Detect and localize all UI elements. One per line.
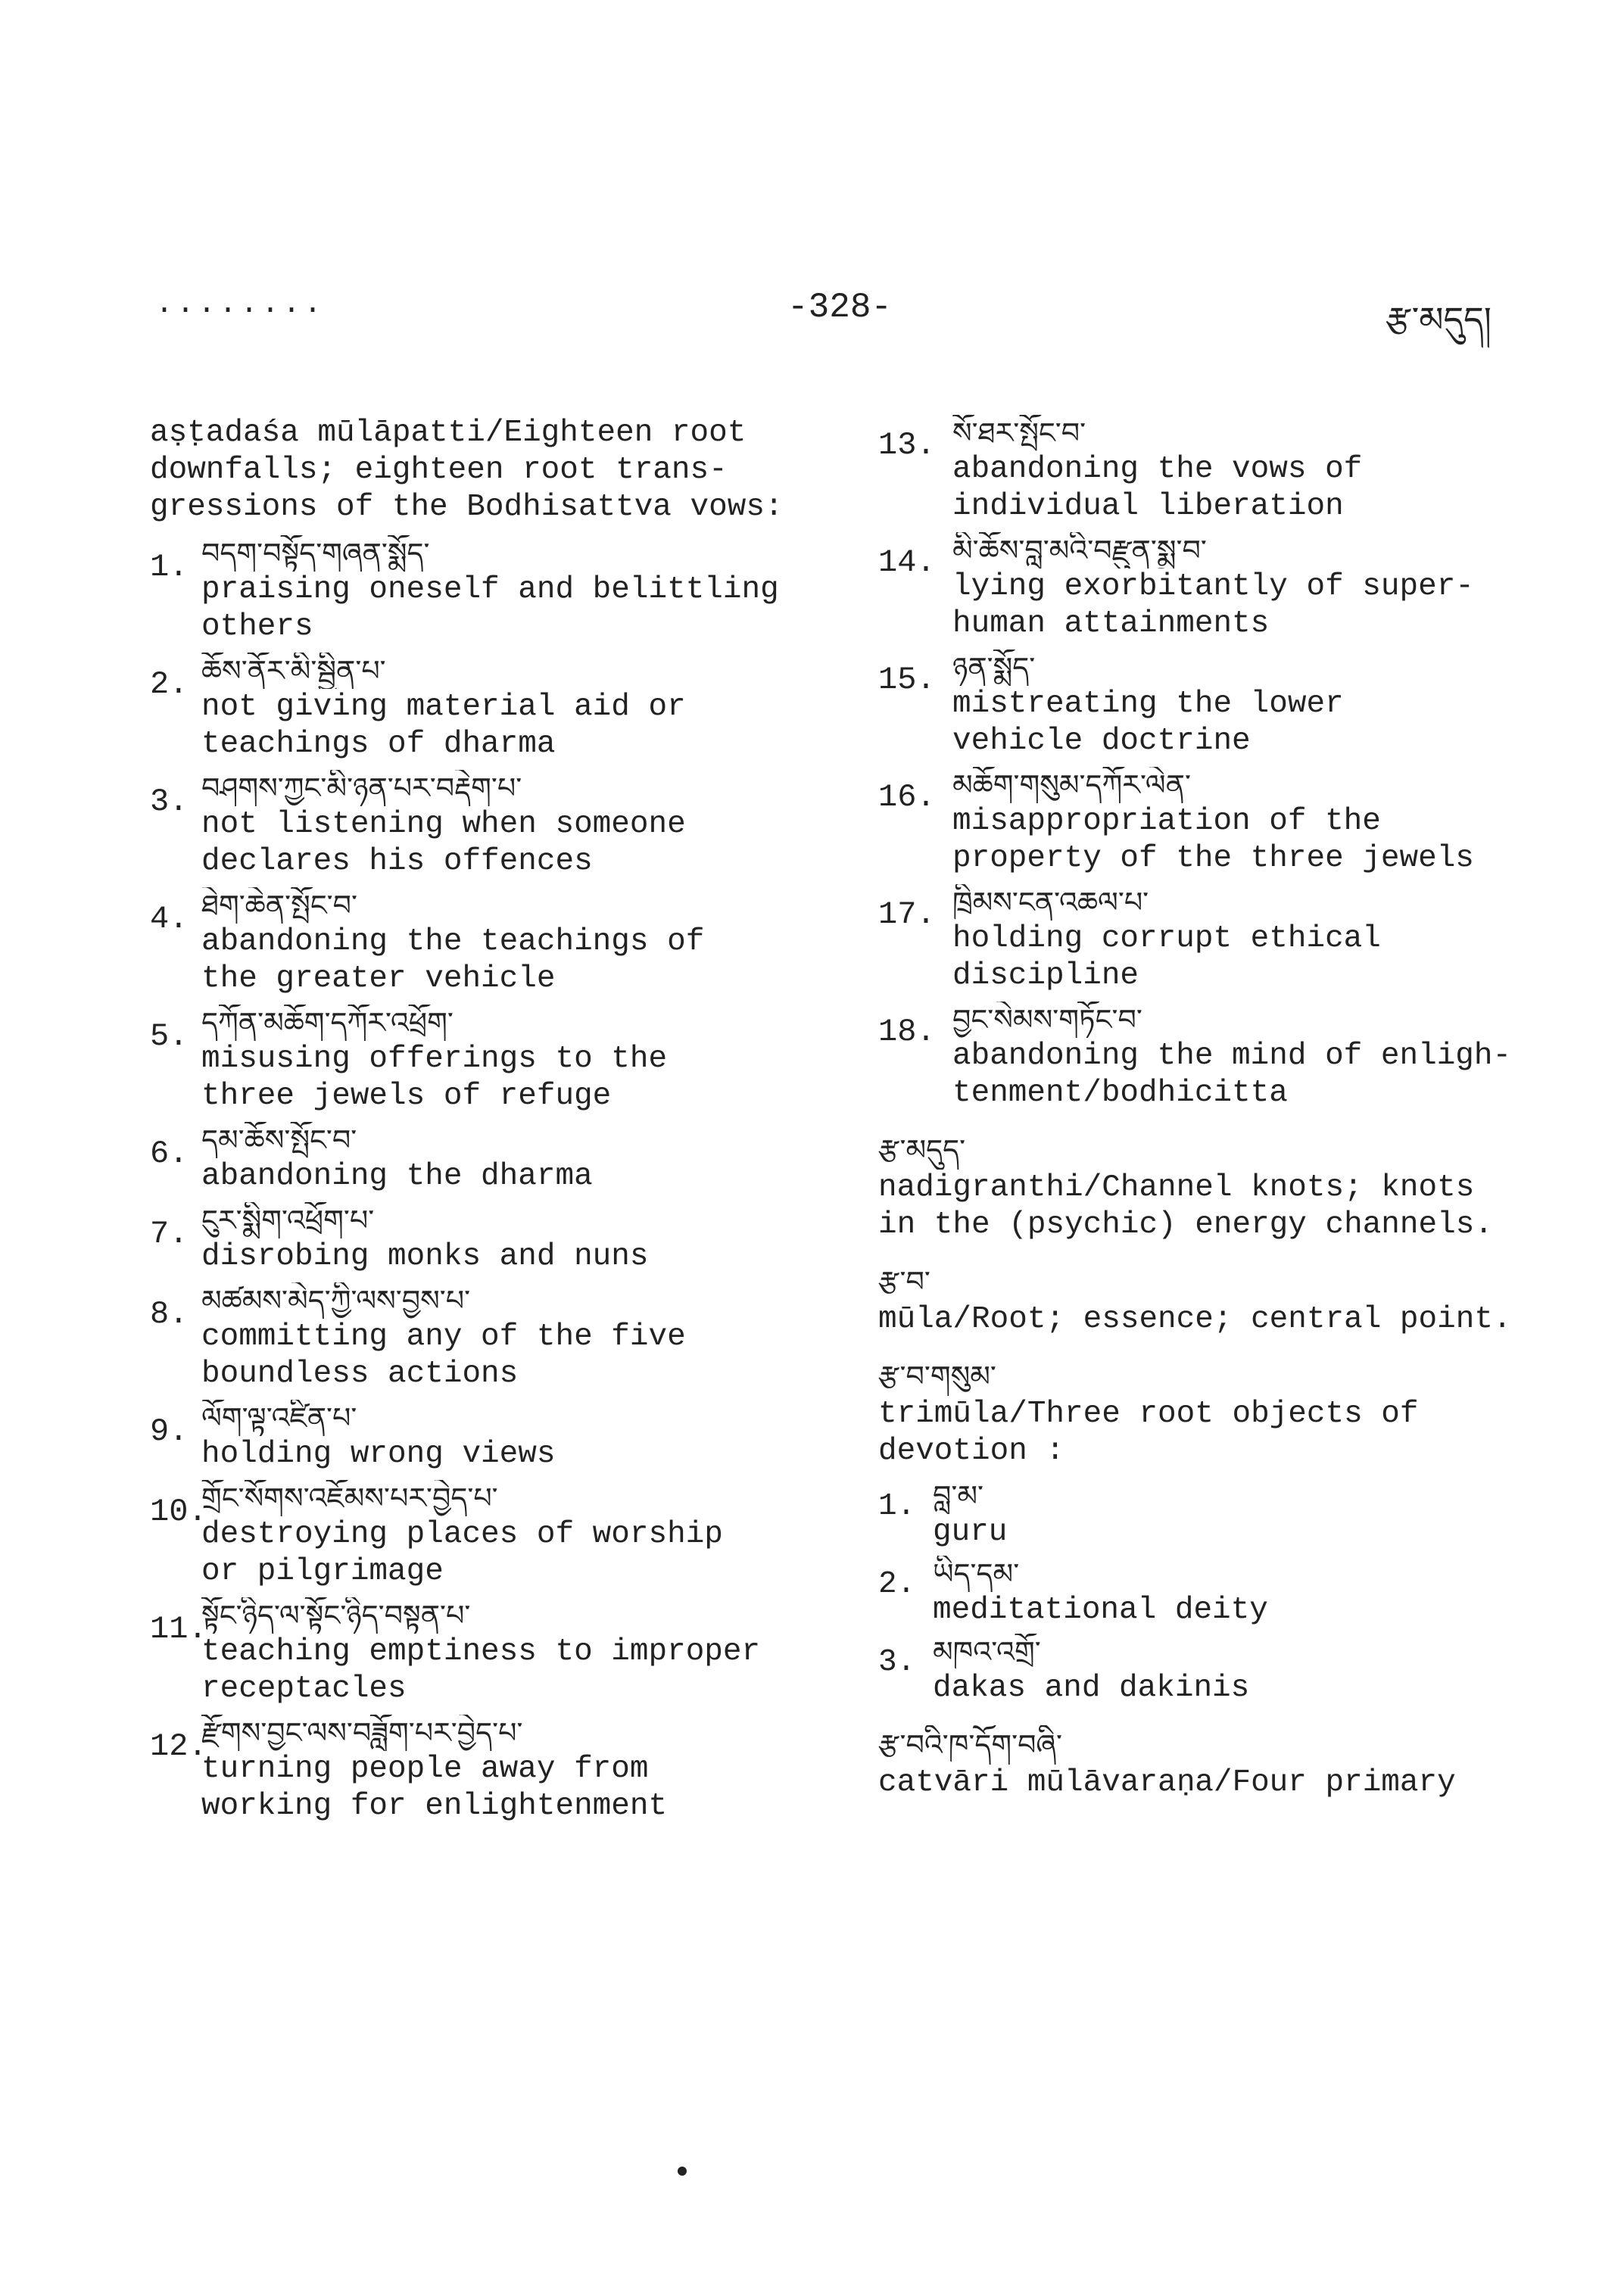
list-item xyxy=(150,1480,831,1590)
item-english: abandoning the vows of individual liberation xyxy=(952,452,1363,524)
item-tibetan: མཆོག་གསུམ་དཀོར་ལེན་ xyxy=(952,768,1191,802)
item-english: not giving material aid or teachings of dharma xyxy=(201,690,686,762)
list-item xyxy=(150,1400,831,1473)
list-item xyxy=(150,1202,831,1276)
item-english: meditational deity xyxy=(933,1593,1268,1628)
list-item xyxy=(878,1002,1560,1112)
entry-definition-root: mūla/Root; essence; central point. xyxy=(878,1302,1512,1337)
item-number: 4. xyxy=(150,901,189,937)
item-tibetan: མཁའ་འགྲོ་ xyxy=(933,1635,1041,1668)
item-english: lying exorbitantly of super- human attainments xyxy=(952,569,1474,641)
item-number: 17. xyxy=(878,896,936,933)
item-tibetan: རྫོགས་བྱང་ལས་བཟློག་པར་བྱེད་པ་ xyxy=(201,1716,523,1749)
item-english: praising oneself and belittling others xyxy=(201,572,779,644)
list-item xyxy=(150,1282,831,1393)
item-english: misusing offerings to the three jewels of refuge xyxy=(201,1042,668,1114)
item-english: disrobing monks and nuns xyxy=(201,1239,649,1274)
entry-headword-root: རྩ་བ་ xyxy=(878,1265,930,1298)
entry-headword-trimula: རྩ་བ་གསུམ་ xyxy=(878,1360,996,1393)
item-tibetan: དམ་ཆོས་སྤོང་བ་ xyxy=(201,1123,357,1157)
item-english: misappropriation of the property of the three jewels xyxy=(952,804,1474,876)
item-english: abandoning the mind of enligh- tenment/bodhicitta xyxy=(952,1039,1512,1111)
item-tibetan: མི་ཆོས་བླ་མའི་བརྫུན་སྨྲ་བ་ xyxy=(952,534,1207,567)
item-number: 10. xyxy=(150,1494,207,1530)
list-item xyxy=(878,767,1560,877)
item-number: 3. xyxy=(878,1645,916,1680)
item-english: turning people away from working for enlightenment xyxy=(201,1752,668,1824)
list-item xyxy=(150,1597,831,1708)
page-mark xyxy=(678,2167,687,2176)
entry-definition-catvari: catvāri mūlāvaraṇa/Four primary xyxy=(878,1765,1456,1800)
item-tibetan: ཆོས་ནོར་མི་སྦྱིན་པ་ xyxy=(201,654,386,687)
item-tibetan: དཀོན་མཆོག་དཀོར་འཕྲོག་ xyxy=(201,1006,454,1039)
header-dots: ........ xyxy=(155,288,326,322)
item-english: committing any of the five boundless actions xyxy=(201,1319,686,1391)
list-item xyxy=(150,1005,831,1115)
item-number: 2. xyxy=(878,1567,916,1602)
item-number: 15. xyxy=(878,662,936,698)
item-number: 2. xyxy=(150,666,189,703)
item-tibetan: ངུར་སྨིག་འཕྲོག་པ་ xyxy=(201,1204,375,1237)
list-item xyxy=(150,535,831,646)
item-tibetan: བྱང་སེམས་གཏོང་བ་ xyxy=(952,1003,1142,1036)
list-item xyxy=(878,532,1560,643)
item-tibetan: ཐེག་ཆེན་སྤོང་བ་ xyxy=(201,889,357,922)
entry-headword-catvari: རྩ་བའི་ཁ་དོག་བཞི་ xyxy=(878,1728,1063,1762)
item-tibetan: མཚམས་མེད་ཀྱི་ལས་བྱས་པ་ xyxy=(201,1284,471,1317)
item-english: holding corrupt ethical discipline xyxy=(952,921,1381,993)
item-number: 14. xyxy=(878,544,936,581)
list-item xyxy=(150,770,831,880)
item-english: guru xyxy=(933,1515,1008,1550)
item-english: abandoning the teachings of the greater vehicle xyxy=(201,924,705,996)
item-tibetan: བླ་མ་ xyxy=(933,1479,983,1513)
list-item xyxy=(150,1122,831,1195)
item-number: 1. xyxy=(150,549,189,585)
item-number: 5. xyxy=(150,1018,189,1055)
item-tibetan: བཤགས་ཀྱང་མི་ཉན་པར་བརྡེག་པ་ xyxy=(201,771,522,805)
item-english: mistreating the lower vehicle doctrine xyxy=(952,687,1344,759)
item-english: abandoning the dharma xyxy=(201,1159,593,1194)
list-item xyxy=(878,650,1560,760)
item-english: dakas and dakinis xyxy=(933,1671,1250,1706)
item-number: 1. xyxy=(878,1489,916,1524)
item-tibetan: ཉན་སྨོད་ xyxy=(952,651,1036,684)
item-tibetan: སྟོང་ཉིད་ལ་སྟོང་ཉིད་བསྟན་པ་ xyxy=(201,1599,471,1632)
item-number: 6. xyxy=(150,1136,189,1172)
item-tibetan: གྲོང་སོགས་འཇོམས་པར་བྱེད་པ་ xyxy=(201,1481,498,1515)
list-item xyxy=(150,1715,831,1825)
item-tibetan: ལོག་ལྟ་འཛིན་པ་ xyxy=(201,1401,357,1435)
list-item xyxy=(878,1556,1560,1629)
item-number: 7. xyxy=(150,1216,189,1252)
item-tibetan: ཁྲིམས་ངན་འཆལ་པ་ xyxy=(952,886,1149,919)
item-tibetan: སོ་ཐར་སྤོང་བ་ xyxy=(952,416,1086,450)
list-item xyxy=(150,887,831,998)
list-item xyxy=(878,1478,1560,1551)
item-english: not listening when someone declares his offences xyxy=(201,807,686,879)
list-item xyxy=(150,653,831,763)
entry-definition-trimula: trimūla/Three root objects of devotion : xyxy=(878,1397,1419,1469)
entry-headword-channel-knots: རྩ་མདུད་ xyxy=(878,1133,966,1167)
item-number: 3. xyxy=(150,784,189,820)
left-column xyxy=(150,415,831,1832)
item-english: destroying places of worship or pilgrimage xyxy=(201,1517,723,1589)
list-item xyxy=(878,1634,1560,1707)
page-number: -328- xyxy=(787,288,893,327)
right-column xyxy=(878,415,1560,1809)
item-number: 11. xyxy=(150,1611,207,1647)
header-running-title: རྩ་མདུད། xyxy=(1386,299,1492,340)
item-english: teaching emptiness to improper receptacles xyxy=(201,1634,761,1706)
entry-definition-astadasa: aṣṭadaśa mūlāpatti/Eighteen root downfalls; eighteen root trans- gressions of the Bodhisattva vows: xyxy=(150,416,784,525)
list-item xyxy=(878,884,1560,995)
entry-definition-channel-knots: nadigranthi/Channel knots; knots in the (psychic) energy channels. xyxy=(878,1170,1493,1242)
item-number: 16. xyxy=(878,779,936,815)
item-number: 13. xyxy=(878,427,936,463)
item-number: 8. xyxy=(150,1296,189,1332)
item-number: 9. xyxy=(150,1413,189,1450)
item-number: 18. xyxy=(878,1014,936,1050)
item-tibetan: བདག་བསྟོད་གཞན་སྨོད་ xyxy=(201,537,430,570)
list-item xyxy=(878,415,1560,525)
item-number: 12. xyxy=(150,1728,207,1765)
item-tibetan: ཡིད་དམ་ xyxy=(933,1557,1020,1590)
item-english: holding wrong views xyxy=(201,1437,556,1472)
